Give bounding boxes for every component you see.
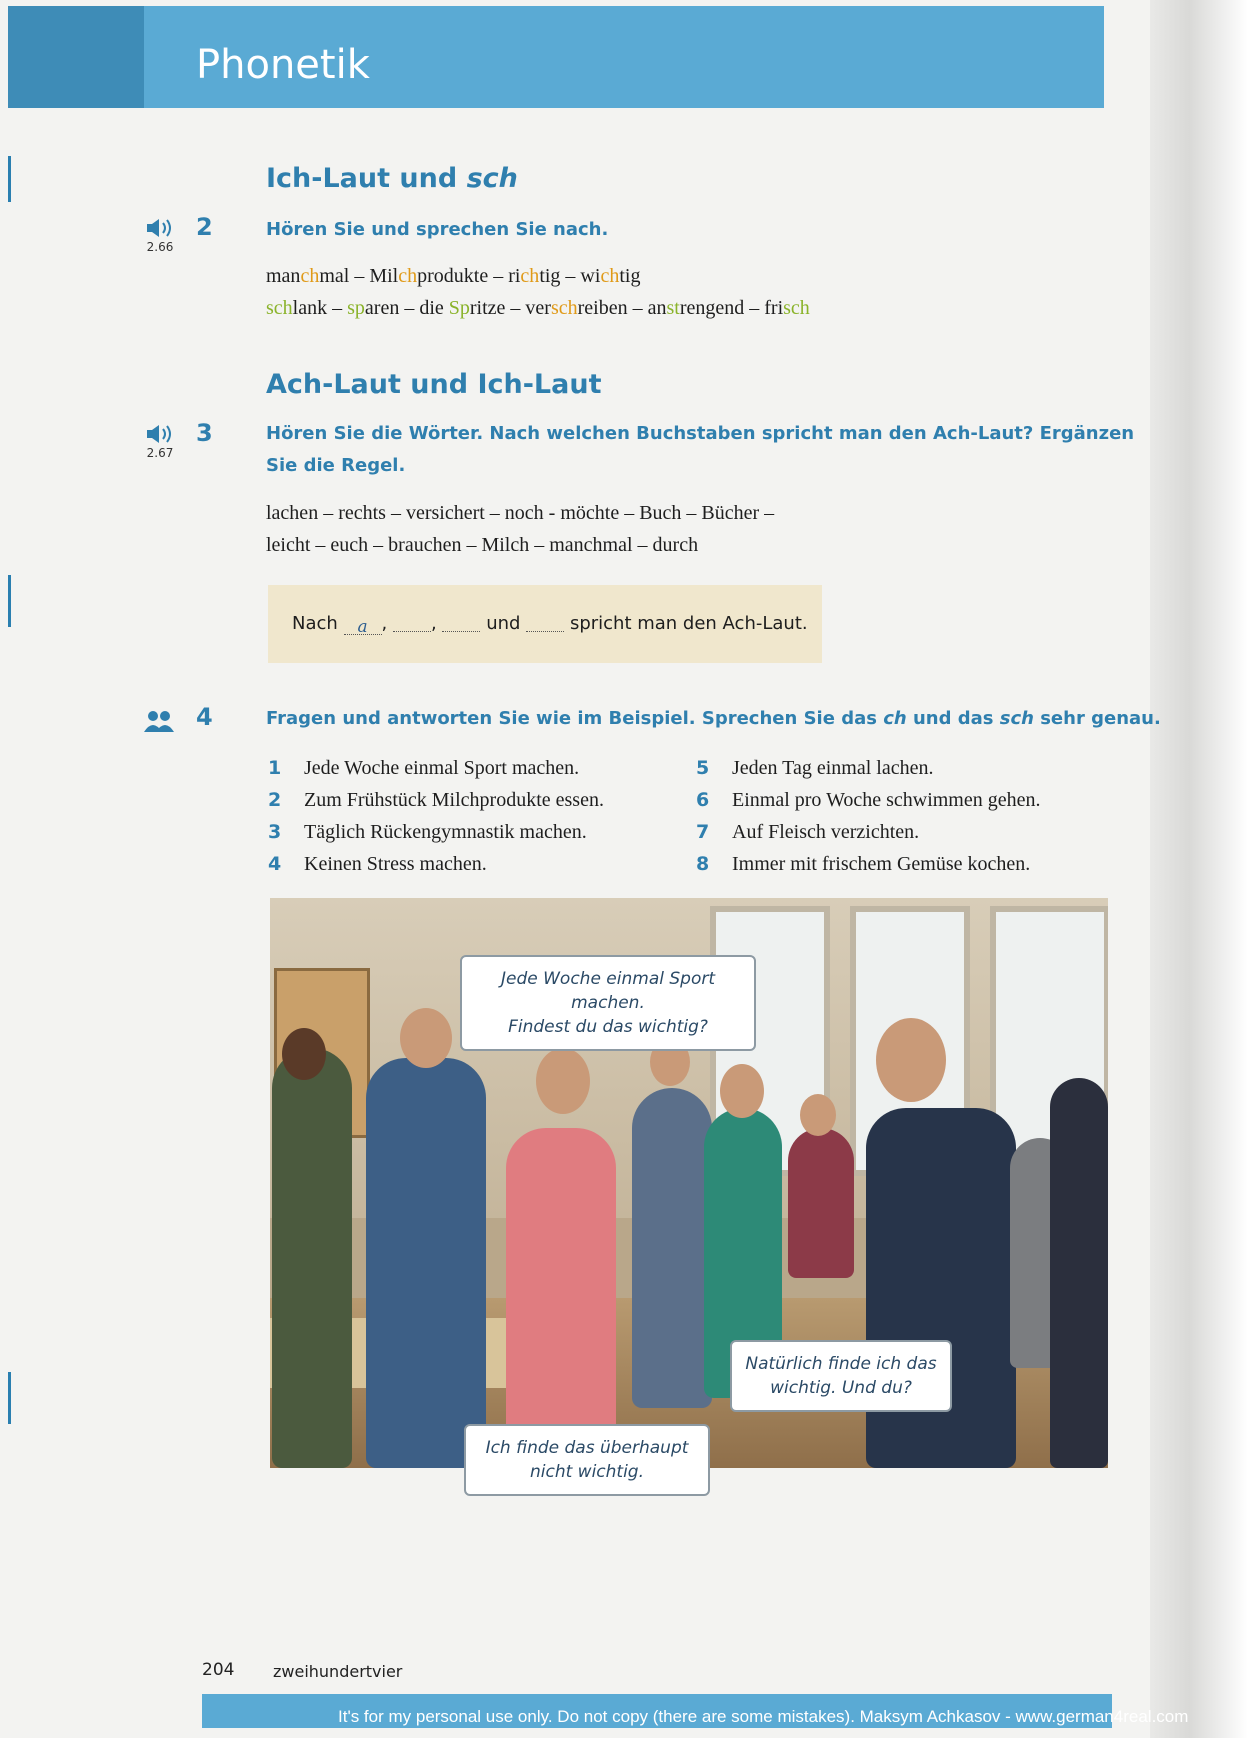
margin-marker	[8, 156, 11, 202]
gap-input[interactable]	[526, 614, 564, 632]
list-item	[696, 752, 1041, 784]
highlighted-letters: sch	[550, 297, 578, 319]
page-edge-shadow	[1150, 0, 1248, 1738]
highlighted-letters: sch	[266, 297, 293, 319]
exercise-instruction: Hören Sie und sprechen Sie nach.	[266, 219, 609, 240]
word-fragment: rengend – fri	[679, 297, 784, 319]
word-fragment: mal – Mil	[319, 265, 399, 287]
header-dark-block	[8, 6, 144, 108]
word-fragment: tig – wi	[539, 265, 601, 287]
gap-input[interactable]	[442, 614, 480, 632]
gap-sample-answer: a	[344, 617, 382, 635]
track-number: 2.66	[146, 240, 174, 254]
list-item	[696, 848, 1041, 880]
item-list-left	[268, 752, 604, 880]
item-text: Immer mit frischem Gemüse kochen.	[732, 852, 1031, 875]
highlighted-letters: st	[666, 297, 680, 319]
exercise-number: 2	[196, 213, 213, 241]
item-text: Auf Fleisch verzichten.	[732, 820, 920, 843]
audio-track-2-66[interactable]	[140, 218, 180, 254]
item-text: Jeden Tag einmal lachen.	[732, 756, 934, 779]
list-item	[696, 784, 1041, 816]
list-item	[268, 784, 604, 816]
word-line-ch	[266, 260, 640, 292]
item-text: Keinen Stress machen.	[304, 852, 487, 875]
exercise-number: 4	[196, 703, 213, 731]
speaker-icon	[140, 424, 180, 444]
highlighted-letters: ch	[520, 265, 540, 287]
highlighted-letters: sp	[347, 297, 365, 319]
exercise-number: 3	[196, 419, 213, 447]
highlighted-letters: sch	[783, 297, 810, 319]
track-number: 2.67	[146, 446, 174, 460]
chapter-header	[8, 6, 1104, 108]
item-list-right	[696, 752, 1041, 880]
highlighted-letters: ch	[600, 265, 620, 287]
margin-marker	[8, 575, 11, 627]
list-item	[268, 752, 604, 784]
section-title-ich-laut-sch: Ich-Laut und sch	[266, 163, 518, 194]
watermark-text: It's for my personal use only. Do not copy (there are some mistakes). Maksym Achkasov - www.german4real.com	[338, 1707, 1189, 1726]
rule-box	[268, 585, 822, 663]
item-text: Einmal pro Woche schwimmen gehen.	[732, 788, 1041, 811]
two-people-icon	[144, 710, 174, 739]
rule-sentence: Nach a , , und spricht man den Ach-Laut.	[292, 613, 808, 637]
speech-bubble-question: Jede Woche einmal Sport machen. Findest du das wichtig?	[460, 955, 756, 1051]
item-number: 5	[696, 757, 710, 779]
page-number-word: zweihundertvier	[273, 1662, 403, 1681]
exercise-instruction: Fragen und antworten Sie wie im Beispiel. Sprechen Sie das ch und das sch sehr genau.	[266, 708, 1161, 729]
item-number: 1	[268, 757, 282, 779]
word-line-sch	[266, 292, 810, 324]
word-list: lachen – rechts – versichert – noch - möchte – Buch – Bücher – leicht – euch – brauchen – Milch – manchmal – durch	[266, 502, 775, 556]
item-number: 8	[696, 853, 710, 875]
page-number: 204	[202, 1660, 235, 1680]
list-item	[696, 816, 1041, 848]
item-number: 3	[268, 821, 282, 843]
chapter-title: Phonetik	[196, 42, 370, 88]
list-item	[268, 848, 604, 880]
highlighted-letters: Sp	[448, 297, 470, 319]
speaker-icon	[140, 218, 180, 238]
exercise-instruction: Hören Sie die Wörter. Nach welchen Buchstaben spricht man den Ach-Laut? Ergänzen Sie die Regel.	[266, 423, 1135, 476]
word-fragment: ritze – ver	[469, 297, 551, 319]
list-item	[268, 816, 604, 848]
highlighted-letters: ch	[300, 265, 320, 287]
speech-bubble-answer-no: Ich finde das überhaupt nicht wichtig.	[464, 1424, 710, 1496]
speech-bubble-answer-yes: Natürlich finde ich das wichtig. Und du?	[730, 1340, 952, 1412]
classroom-photo	[270, 898, 1108, 1468]
item-text: Jede Woche einmal Sport machen.	[304, 756, 580, 779]
item-number: 4	[268, 853, 282, 875]
audio-track-2-67[interactable]	[140, 424, 180, 460]
item-number: 2	[268, 789, 282, 811]
gap-input[interactable]	[393, 614, 431, 632]
item-number: 6	[696, 789, 710, 811]
word-fragment: tig	[619, 265, 641, 287]
word-fragment: aren – die	[364, 297, 449, 319]
word-fragment: reiben – an	[577, 297, 667, 319]
word-fragment: lank –	[292, 297, 348, 319]
section-title-ach-laut: Ach-Laut und Ich-Laut	[266, 369, 602, 400]
highlighted-letters: ch	[398, 265, 418, 287]
item-number: 7	[696, 821, 710, 843]
margin-marker	[8, 1372, 11, 1424]
word-fragment: produkte – ri	[417, 265, 521, 287]
word-fragment: man	[266, 265, 301, 287]
item-text: Täglich Rückengymnastik machen.	[304, 820, 587, 843]
item-text: Zum Frühstück Milchprodukte essen.	[304, 788, 604, 811]
